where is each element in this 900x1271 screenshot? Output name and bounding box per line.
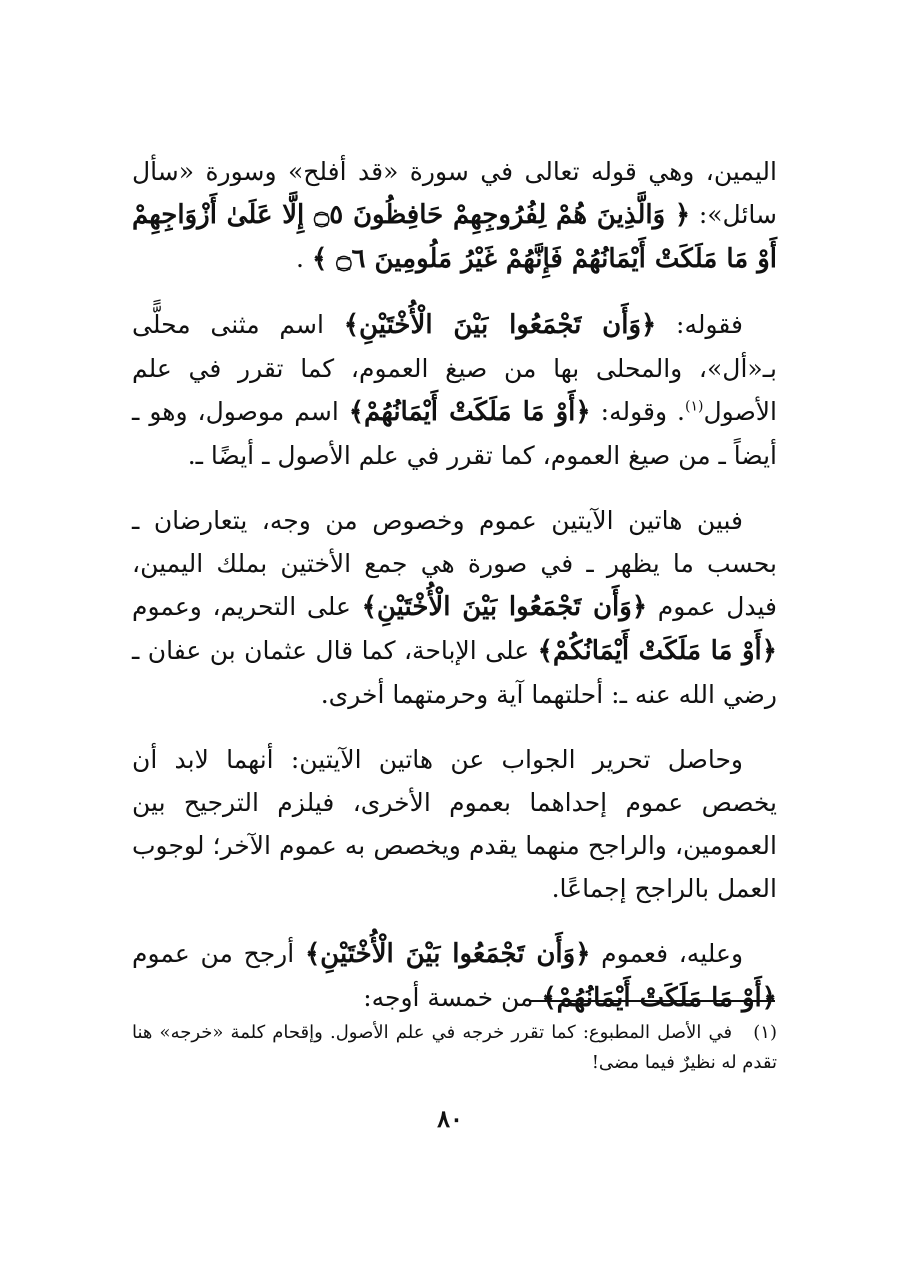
page-number: ٨٠ [437, 1104, 463, 1133]
paragraph-2-text-a: فقوله: [676, 310, 743, 339]
paragraph-4 [132, 738, 777, 910]
paragraph-5-text-c: من خمسة أوجه: [363, 983, 534, 1012]
paragraph-3-text-c: على الإباحة، كما قال عثمان بن عفان ـ رضي الله عنه ـ: أحلتهما آية وحرمتهما أخرى. [132, 636, 777, 709]
quran-verse: ﴿ وَالَّذِينَ هُمْ لِفُرُوجِهِمْ حَافِظُونَ ۝٥ إِلَّا عَلَىٰ أَزْوَاجِهِمْ أَوْ مَا مَلَكَتْ أَيْمَانُهُمْ فَإِنَّهُمْ غَيْرُ مَلُومِينَ ۝٦ ﴾ [132, 200, 777, 274]
footnote-number: (١) [753, 1022, 777, 1043]
paragraph-5 [132, 932, 777, 1020]
paragraph-5-text-a: وعليه، فعموم [601, 939, 744, 968]
paragraph-1-end: . [296, 244, 304, 273]
paragraph-3 [132, 499, 777, 716]
quran-verse: ﴿أَوْ مَا مَلَكَتْ أَيْمَانُهُمْ﴾ [541, 983, 777, 1013]
paragraph-5-text-b: أرجح من عموم [132, 939, 295, 968]
footnote-text: في الأصل المطبوع: كما تقرر خرجه في علم الأصول. وإقحام كلمة «خرجه» هنا تقدم له نظيرٌ فيما مضى! [132, 1022, 777, 1073]
footnote [132, 1018, 777, 1078]
paragraph-1-intro: اليمين، وهي قوله تعالى في سورة «قد أفلح» وسورة «سأل سائل»: [132, 157, 777, 229]
paragraph-3-text-b: على التحريم، وعموم [132, 592, 351, 621]
paragraph-2-text-b: اسم مثنى محلًّى بـ«أل»، والمحلى بها من صيغ العموم، كما تقرر في علم الأصول [132, 310, 777, 426]
quran-verse: ﴿وَأَن تَجْمَعُوا بَيْنَ الْأُخْتَيْنِ﴾ [361, 592, 648, 622]
quran-verse: ﴿وَأَن تَجْمَعُوا بَيْنَ الْأُخْتَيْنِ﴾ [304, 939, 591, 969]
quran-verse: ﴿أَوْ مَا مَلَكَتْ أَيْمَانُكُمْ﴾ [537, 636, 778, 666]
quran-verse: ﴿أَوْ مَا مَلَكَتْ أَيْمَانُهُمْ﴾ [348, 397, 591, 427]
paragraph-4-text: وحاصل تحرير الجواب عن هاتين الآيتين: أنهما لابد أن يخصص عموم إحداهما بعموم الأخرى، فيلزم الترجيح بين العمومين، والراجح منهما يقدم ويخصص به عموم الآخر؛ لوجوب العمل بالراجح إجماعًا. [132, 745, 777, 903]
footnote-reference[interactable]: (١) [685, 398, 704, 415]
paragraph-3-text-a: فبين هاتين الآيتين عموم وخصوص من وجه، يتعارضان ـ بحسب ما يظهر ـ في صورة هي جمع الأختين بملك اليمين، فيدل عموم [132, 506, 777, 621]
paragraph-2-text-d: اسم موصول، وهو ـ أيضاً ـ من صيغ العموم، كما تقرر في علم الأصول ـ أيضًا ـ. [132, 397, 777, 470]
paragraph-2 [132, 303, 777, 477]
footnote-divider [530, 1000, 775, 1002]
paragraph-2-text-c: . وقوله: [600, 397, 686, 426]
paragraph-1 [132, 150, 777, 281]
quran-verse: ﴿وَأَن تَجْمَعُوا بَيْنَ الْأُخْتَيْنِ﴾ [343, 310, 657, 340]
page-body [132, 150, 777, 1020]
